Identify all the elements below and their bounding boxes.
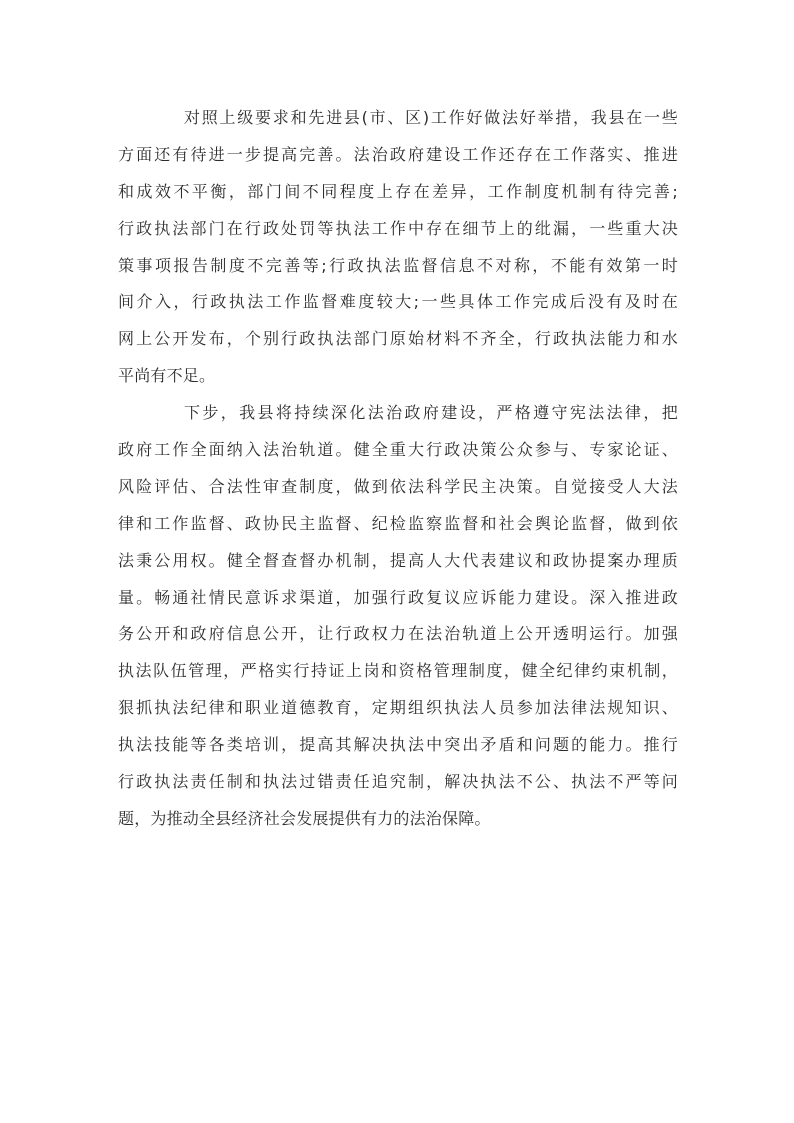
paragraph-line: 对照上级要求和先进县(市、区)工作好做法好举措，我县在一些 [184, 108, 678, 127]
paragraph-line: 执法技能等各类培训，提高其解决执法中突出矛盾和问题的能力。推行 [118, 735, 678, 755]
paragraph-line: 平尚有不足。 [118, 366, 216, 386]
paragraph-line: 下步，我县将持续深化法治政府建设，严格遵守宪法法律，把 [184, 403, 678, 423]
paragraph-line: 和成效不平衡，部门间不同程度上存在差异，工作制度机制有待完善; [118, 181, 678, 201]
paragraph-line: 狠抓执法纪律和职业道德教育，定期组织执法人员参加法律法规知识、 [118, 698, 678, 718]
paragraph-line: 律和工作监督、政协民主监督、纪检监察监督和社会舆论监督，做到依 [118, 513, 678, 533]
paragraph-2 [118, 395, 678, 838]
paragraph-line: 法秉公用权。健全督查督办机制，提高人大代表建议和政协提案办理质 [118, 550, 678, 570]
paragraph-line: 政府工作全面纳入法治轨道。健全重大行政决策公众参与、专家论证、 [118, 440, 678, 460]
paragraph-line: 方面还有待进一步提高完善。法治政府建设工作还存在工作落实、推进 [118, 144, 678, 164]
paragraph-line: 行政执法责任制和执法过错责任追究制，解决执法不公、执法不严等问 [118, 772, 678, 792]
paragraph-line: 行政执法部门在行政处罚等执法工作中存在细节上的纰漏，一些重大决 [118, 218, 678, 238]
paragraph-line: 策事项报告制度不完善等;行政执法监督信息不对称，不能有效第一时 [118, 255, 678, 275]
paragraph-line: 间介入，行政执法工作监督难度较大;一些具体工作完成后没有及时在 [118, 292, 678, 312]
paragraph-line: 题，为推动全县经济社会发展提供有力的法治保障。 [118, 808, 491, 828]
paragraph-line: 网上公开发布，个别行政执法部门原始材料不齐全，行政执法能力和水 [118, 329, 678, 349]
paragraph-line: 执法队伍管理，严格实行持证上岗和资格管理制度，健全纪律约束机制， [118, 661, 678, 681]
paragraph-line: 务公开和政府信息公开，让行政权力在法治轨道上公开透明运行。加强 [118, 624, 678, 644]
document-body [118, 100, 678, 838]
paragraph-line: 风险评估、合法性审查制度，做到依法科学民主决策。自觉接受人大法 [118, 476, 678, 496]
paragraph-line: 量。畅通社情民意诉求渠道，加强行政复议应诉能力建设。深入推进政 [118, 587, 678, 607]
paragraph-1 [118, 100, 678, 395]
